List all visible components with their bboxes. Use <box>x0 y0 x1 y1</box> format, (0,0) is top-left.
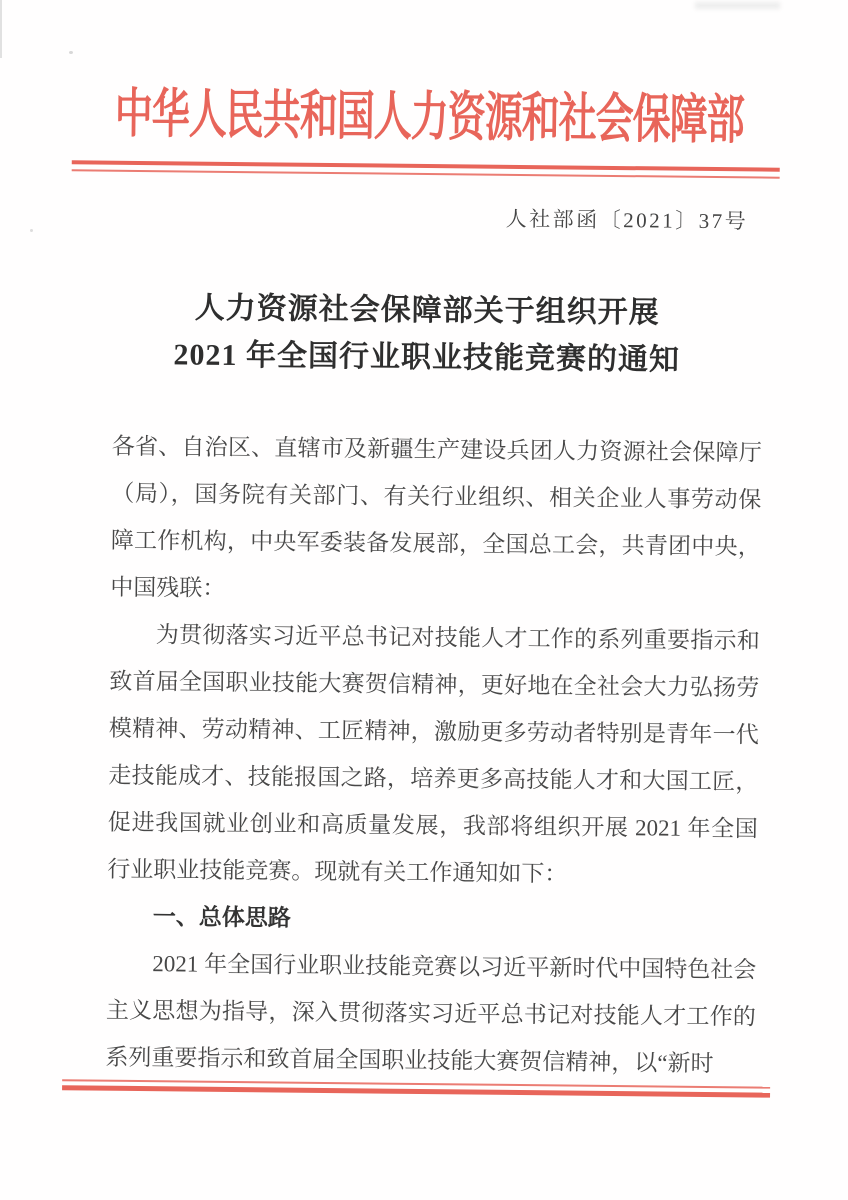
recipients-paragraph: 各省、自治区、直辖市及新疆生产建设兵团人力资源社会保障厅（局），国务院有关部门、有关行业组织、相关企业人事劳动保障工作机构，中央军委装备发展部，全国总工会，共青团中央，中国残联： <box>110 433 762 601</box>
document-title-line2: 2021 年全国行业职业技能竞赛的通知 <box>173 338 681 377</box>
document-body <box>105 423 762 1090</box>
intro-paragraph: 为贯彻落实习近平总书记对技能人才工作的系列重要指示和致首届全国职业技能大赛贺信精神，更好地在全社会大力弘扬劳模精神、劳动精神、工匠精神，激励更多劳动者特别是青年一代走技能成才、技能报国之路，培养更多高技能人才和大国工匠，促进我国就业创业和高质量发展，我部将组织开展 2021 年全国行业职业技能竞赛。现就有关工作通知如下： <box>107 622 760 887</box>
document-title-line1: 人力资源社会保障部关于组织开展 <box>194 291 660 330</box>
section-1-heading: 一、总体思路 <box>152 904 292 931</box>
document-title <box>3 283 848 386</box>
ministry-letterhead: 中华人民共和国人力资源和社会保障部 <box>114 85 745 151</box>
scan-edge-artifact <box>0 0 2 58</box>
letterhead-rule-thin <box>72 169 780 178</box>
section-1-paragraph: 2021 年全国行业职业技能竞赛以习近平新时代中国特色社会主义思想为指导，深入贯彻落实习近平总书记对技能人才工作的系列重要指示和致首届全国职业技能大赛贺信精神，以“新时 <box>105 951 757 1077</box>
document-number: 人社部函〔2021〕37号 <box>505 206 749 234</box>
